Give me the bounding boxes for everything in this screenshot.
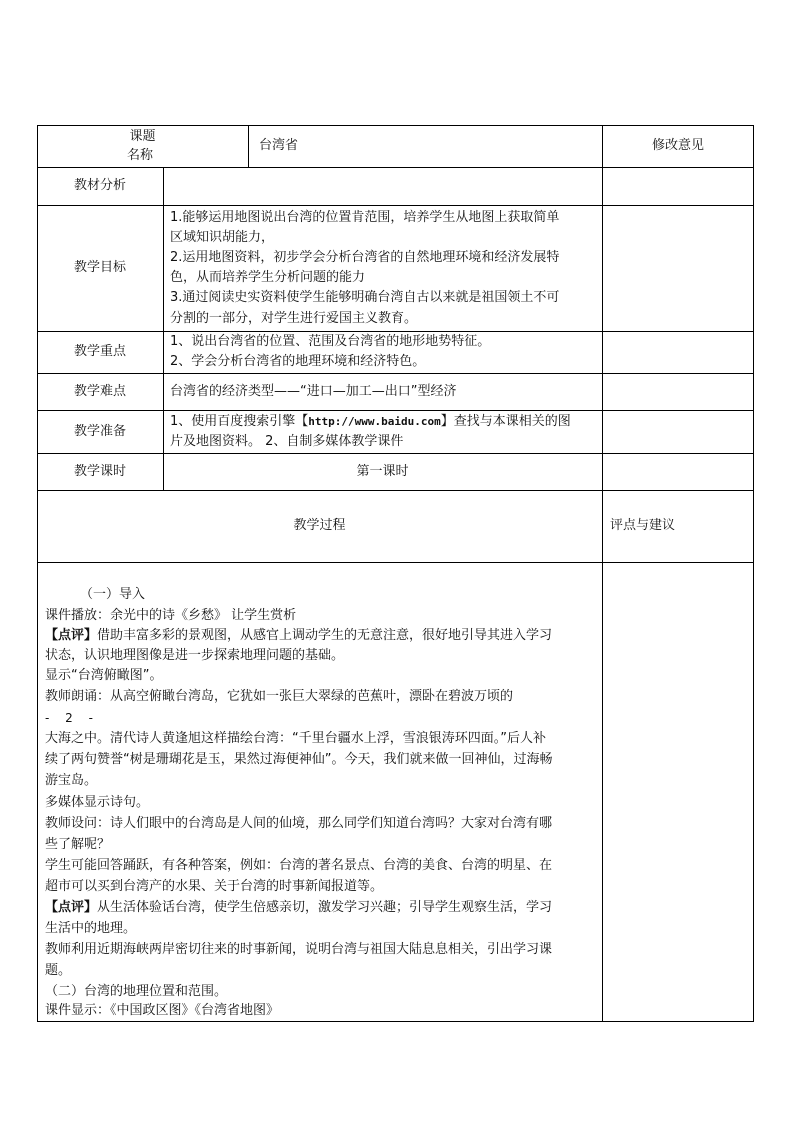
goals-label: 教学目标	[73, 260, 126, 275]
row-divider	[37, 410, 754, 411]
body-line	[45, 626, 552, 646]
body-line	[45, 898, 552, 918]
body-line: 状态，认识地理图像是进一步探索地理问题的基础。	[45, 648, 345, 663]
goal-line: 1.能够运用地图说出台湾的位置肯范围，培养学生从地图上获取简单	[170, 210, 560, 225]
goal-line: 分割的一部分，对学生进行爱国主义教育。	[170, 311, 418, 326]
comments-label: 评点与建议	[610, 518, 676, 533]
period-label: 教学课时	[73, 464, 126, 479]
key-label: 教学重点	[73, 344, 126, 359]
lesson-title: 台湾省	[259, 138, 299, 153]
row-divider	[37, 562, 754, 563]
body-text: 从生活体验话台湾，使学生倍感亲切，激发学习兴趣；引导学生观察生活，学习	[97, 900, 553, 915]
goal-line: 色，从而培养学生分析问题的能力	[170, 270, 366, 285]
body-line: 显示“台湾俯瞰图”。	[45, 668, 163, 683]
subject-label: 课题	[129, 129, 156, 144]
body-line: 大海之中。清代诗人黄逢旭这样描绘台湾：“千里台疆水上浮，雪浪银涛环四面。”后人补	[45, 731, 546, 746]
body-line: 课件显示：《中国政区图》《台湾省地图》	[45, 1003, 280, 1018]
body-line: 续了两句赞誉“树是珊瑚花是玉，果然过海便神仙”。今天，我们就来做一回神仙，过海畅	[45, 752, 553, 767]
body-line: 些了解呢？	[45, 837, 111, 852]
key-line: 1、说出台湾省的位置、范围及台湾省的地形地势特征。	[170, 334, 491, 349]
difficulty-text: 台湾省的经济类型——“进口—加工—出口”型经济	[170, 384, 457, 399]
body-line: （一）导入	[80, 587, 146, 602]
body-line: 教师朗诵：从高空俯瞰台湾岛，它犹如一张巨大翠绿的芭蕉叶，漂卧在碧波万顷的	[45, 689, 514, 704]
period-value: 第一课时	[356, 464, 409, 479]
body-line: （二）台湾的地理位置和范围。	[45, 984, 228, 999]
row-divider	[37, 373, 754, 374]
comment-tag: 【点评】	[45, 900, 98, 915]
body-line: 游宝岛。	[45, 773, 98, 788]
row-divider	[37, 205, 754, 206]
analysis-label: 教材分析	[73, 178, 126, 193]
row-divider	[37, 167, 754, 168]
goal-line: 2.运用地图资料，初步学会分析台湾省的自然地理环境和经济发展特	[170, 250, 560, 265]
baidu-link[interactable]: http://www.baidu.com	[308, 415, 441, 428]
body-line: 学生可能回答踊跃，有各种答案，例如：台湾的著名景点、台湾的美食、台湾的明星、在	[45, 858, 553, 873]
row-divider	[37, 490, 754, 491]
col-divider	[602, 125, 603, 1022]
body-line: 多媒体显示诗句。	[45, 795, 150, 810]
body-line: 教师利用近期海峡两岸密切往来的时事新闻，说明台湾与祖国大陆息息相关，引出学习课	[45, 942, 553, 957]
key-line: 2、学会分析台湾省的地理环境和经济特色。	[170, 354, 426, 369]
lesson-plan-table	[37, 125, 754, 1022]
prep-label: 教学准备	[73, 424, 126, 439]
body-line: 课件播放：余光中的诗《乡愁》 让学生赏析	[45, 608, 297, 623]
goal-line: 3.通过阅读史实资料使学生能够明确台湾自古以来就是祖国领土不可	[170, 290, 560, 305]
prep-line	[170, 412, 571, 432]
prep-text: 】查找与本课相关的图	[440, 414, 571, 429]
col-divider	[163, 167, 164, 490]
body-text: 借助丰富多彩的景观图，从感官上调动学生的无意注意，很好地引导其进入学习	[97, 628, 553, 643]
process-label: 教学过程	[293, 518, 346, 533]
body-line: 超市可以买到台湾产的水果、关于台湾的时事新闻报道等。	[45, 879, 384, 894]
row-divider	[37, 453, 754, 454]
revision-header: 修改意见	[651, 138, 704, 153]
body-line: 生活中的地理。	[45, 921, 137, 936]
body-line: 教师设问：诗人们眼中的台湾岛是人间的仙境，那么同学们知道台湾吗？大家对台湾有哪	[45, 816, 553, 831]
prep-line: 片及地图资料。 2、自制多媒体教学课件	[170, 434, 404, 449]
prep-text: 1、使用百度搜索引擎【	[170, 414, 309, 429]
body-line: 题。	[45, 963, 72, 978]
page-marker: - 2 -	[45, 711, 99, 725]
subject-label-2: 名称	[127, 148, 154, 163]
col-divider	[248, 125, 249, 167]
difficulty-label: 教学难点	[73, 384, 126, 399]
comment-tag: 【点评】	[45, 628, 98, 643]
goal-line: 区域知识胡能力，	[170, 230, 275, 245]
